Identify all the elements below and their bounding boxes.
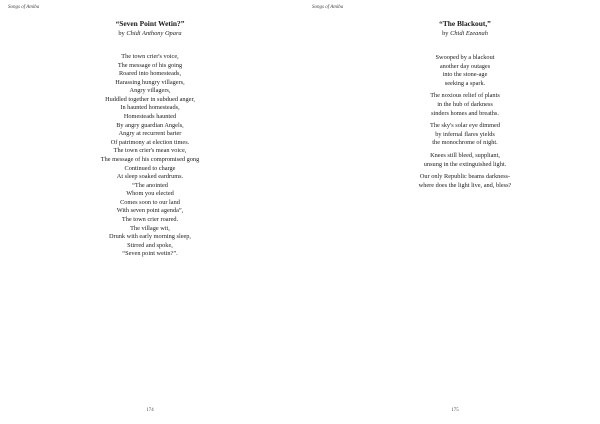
poem-title: “Seven Point Wetin?” [115, 19, 185, 28]
running-head: Songs of Amiba [312, 5, 344, 10]
poem-line: Homesteads haunted [123, 113, 177, 121]
poem-author: Chidi Anthony Opara [126, 30, 182, 37]
stanza [345, 173, 585, 190]
byline-prefix: by [118, 30, 127, 37]
poem-line: Of patrimony at election times. [110, 138, 190, 146]
poem-line: The village wit, [130, 224, 170, 232]
poem-line: The town crier roared. [121, 215, 179, 223]
stanza [345, 122, 585, 148]
poem-line: where does the light live, and, bless? [418, 181, 512, 189]
poem-line: Knees still bleed, suppliant, [430, 151, 500, 159]
poem-line: The noxious relief of plants [430, 92, 500, 100]
poem-line: The town crier's voice, [121, 53, 179, 60]
stanza [345, 92, 585, 118]
poem-line: Angry villagers, [129, 87, 171, 95]
page-number: 174 [146, 408, 154, 413]
poem-line: The sky's solar eye dimmed [429, 122, 501, 130]
stanza [345, 152, 585, 169]
poem-line: Stirred and spoke, [127, 241, 173, 249]
stanza [345, 54, 585, 88]
poem-line: another day outages [439, 62, 491, 70]
poem-line: With seven point agenda”, [116, 207, 184, 215]
poem-line: “The anointed [132, 181, 168, 189]
poem-line: seeking a spark. [444, 79, 486, 87]
poem-line: sinders homes and breaths. [431, 109, 499, 117]
poem-author: Chidi Ezeanah [450, 30, 488, 37]
poem-byline [345, 30, 585, 37]
page-number: 175 [451, 408, 459, 413]
poem-line: The town crier's mean voice, [113, 147, 187, 155]
poem-line: Swooped by a blackout [435, 54, 495, 61]
poem-line: “Seven point wetin?”. [122, 250, 178, 258]
poem-line: At sleep soaked eardrums. [116, 173, 184, 181]
poem-line: Comes soon to our land [120, 198, 180, 206]
byline-prefix: by [442, 30, 451, 37]
poem-line: Angry at recurrent barter [118, 130, 182, 138]
running-head: Songs of Amiba [8, 5, 40, 10]
poem-body [30, 53, 270, 259]
poem-line: In haunted homesteads, [120, 104, 180, 112]
poem-line: Harassing hungry villagers, [115, 78, 185, 86]
poem-line: Drunk with early morning sleep, [108, 233, 192, 241]
right-page [300, 0, 600, 424]
poem-line: unsung in the extinguished light. [423, 160, 507, 168]
poem-line: The message of his compromised gong [100, 155, 200, 163]
poem-line: The message of his going [117, 61, 183, 69]
poem-title: “The Blackout,” [439, 19, 491, 28]
poem-line: Roared into homesteads, [118, 70, 182, 78]
poem-body [345, 54, 585, 194]
poem-line: Whom you elected [126, 190, 174, 198]
poem-line: By angry guardian Angels, [116, 121, 184, 129]
poem-line: by infernal flares yields [435, 130, 495, 138]
poem-line: into the stone-age [442, 71, 488, 79]
poem-byline [30, 30, 270, 37]
poem-line: Continued to charge [124, 164, 176, 172]
poem-line: the monochrome of night. [432, 139, 498, 147]
poem-line: Our only Republic beams darkness- [419, 173, 511, 181]
poem-line: in the hub of darkness [437, 100, 493, 108]
poem-line: Huddled together in subdued anger, [105, 95, 195, 103]
